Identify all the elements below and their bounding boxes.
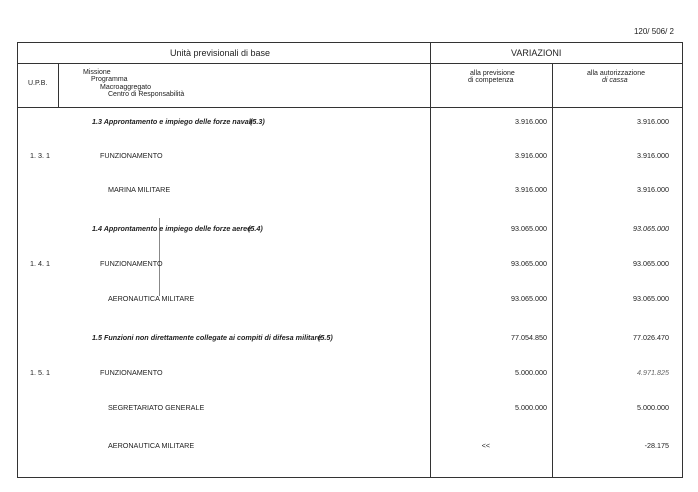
row-8-cassa: 4.971.825: [637, 368, 669, 377]
hierarchy-macroaggregato: Macroaggregato: [100, 84, 151, 91]
row-1-label: 1.3 Approntamento e impiego delle forze navali: [92, 117, 253, 126]
col-competenza-line1: alla previsione: [470, 70, 515, 77]
header-bottom-divider: [17, 107, 683, 108]
row-4-competenza: 93.065.000: [511, 224, 547, 233]
row-1-code: (5.3): [250, 117, 265, 126]
row-2-competenza: 3.916.000: [515, 151, 547, 160]
upb-label: U.P.B.: [28, 80, 48, 87]
hierarchy-programma: Programma: [91, 76, 128, 83]
row-10-competenza: <<: [481, 441, 490, 450]
hierarchy-missione: Missione: [83, 69, 111, 76]
row-5-competenza: 93.065.000: [511, 259, 547, 268]
row-7-label: 1.5 Funzioni non direttamente collegate ai compiti di difesa militare: [92, 333, 322, 342]
row-8-label: FUNZIONAMENTO: [100, 368, 163, 377]
row-6-competenza: 93.065.000: [511, 294, 547, 303]
row-10-cassa: -28.175: [644, 441, 669, 450]
column-divider-cassa: [552, 63, 553, 478]
hierarchy-centro: Centro di Responsabilità: [108, 91, 185, 98]
col-competenza-line2: di competenza: [468, 77, 514, 84]
row-7-cassa: 77.026.470: [633, 333, 669, 342]
row-5-label: FUNZIONAMENTO: [100, 259, 163, 268]
row-4-cassa: 93.065.000: [633, 224, 669, 233]
row-1-competenza: 3.916.000: [515, 117, 547, 126]
header-left-title: Unità previsionali di base: [170, 48, 271, 58]
row-4-code: (5.4): [248, 224, 263, 233]
page-reference: 120/ 506/ 2: [633, 27, 674, 36]
row-7-code: (5.5): [318, 333, 333, 342]
header-divider: [17, 63, 683, 64]
row-7-competenza: 77.054.850: [511, 333, 547, 342]
row-2-upb: 1. 3. 1: [30, 151, 50, 160]
row-6-label: AERONAUTICA MILITARE: [108, 294, 195, 303]
row-3-label: MARINA MILITARE: [108, 185, 171, 194]
row-10-label: AERONAUTICA MILITARE: [108, 441, 195, 450]
row-3-cassa: 3.916.000: [637, 185, 669, 194]
col-cassa-line1: alla autorizzazione: [587, 70, 645, 77]
row-2-cassa: 3.916.000: [637, 151, 669, 160]
column-divider-variazioni: [430, 42, 431, 478]
column-divider-upb: [58, 63, 59, 107]
row-9-label: SEGRETARIATO GENERALE: [108, 403, 205, 412]
row-3-competenza: 3.916.000: [515, 185, 547, 194]
col-cassa-line2: di cassa: [602, 77, 628, 84]
row-5-upb: 1. 4. 1: [30, 259, 50, 268]
row-8-competenza: 5.000.000: [515, 368, 547, 377]
row-9-competenza: 5.000.000: [515, 403, 547, 412]
row-6-cassa: 93.065.000: [633, 294, 669, 303]
row-2-label: FUNZIONAMENTO: [100, 151, 163, 160]
row-8-upb: 1. 5. 1: [30, 368, 50, 377]
row-9-cassa: 5.000.000: [637, 403, 669, 412]
row-4-label: 1.4 Approntamento e impiego delle forze aeree: [92, 224, 252, 233]
row-5-cassa: 93.065.000: [633, 259, 669, 268]
row-1-cassa: 3.916.000: [637, 117, 669, 126]
header-right-title: VARIAZIONI: [511, 48, 562, 58]
